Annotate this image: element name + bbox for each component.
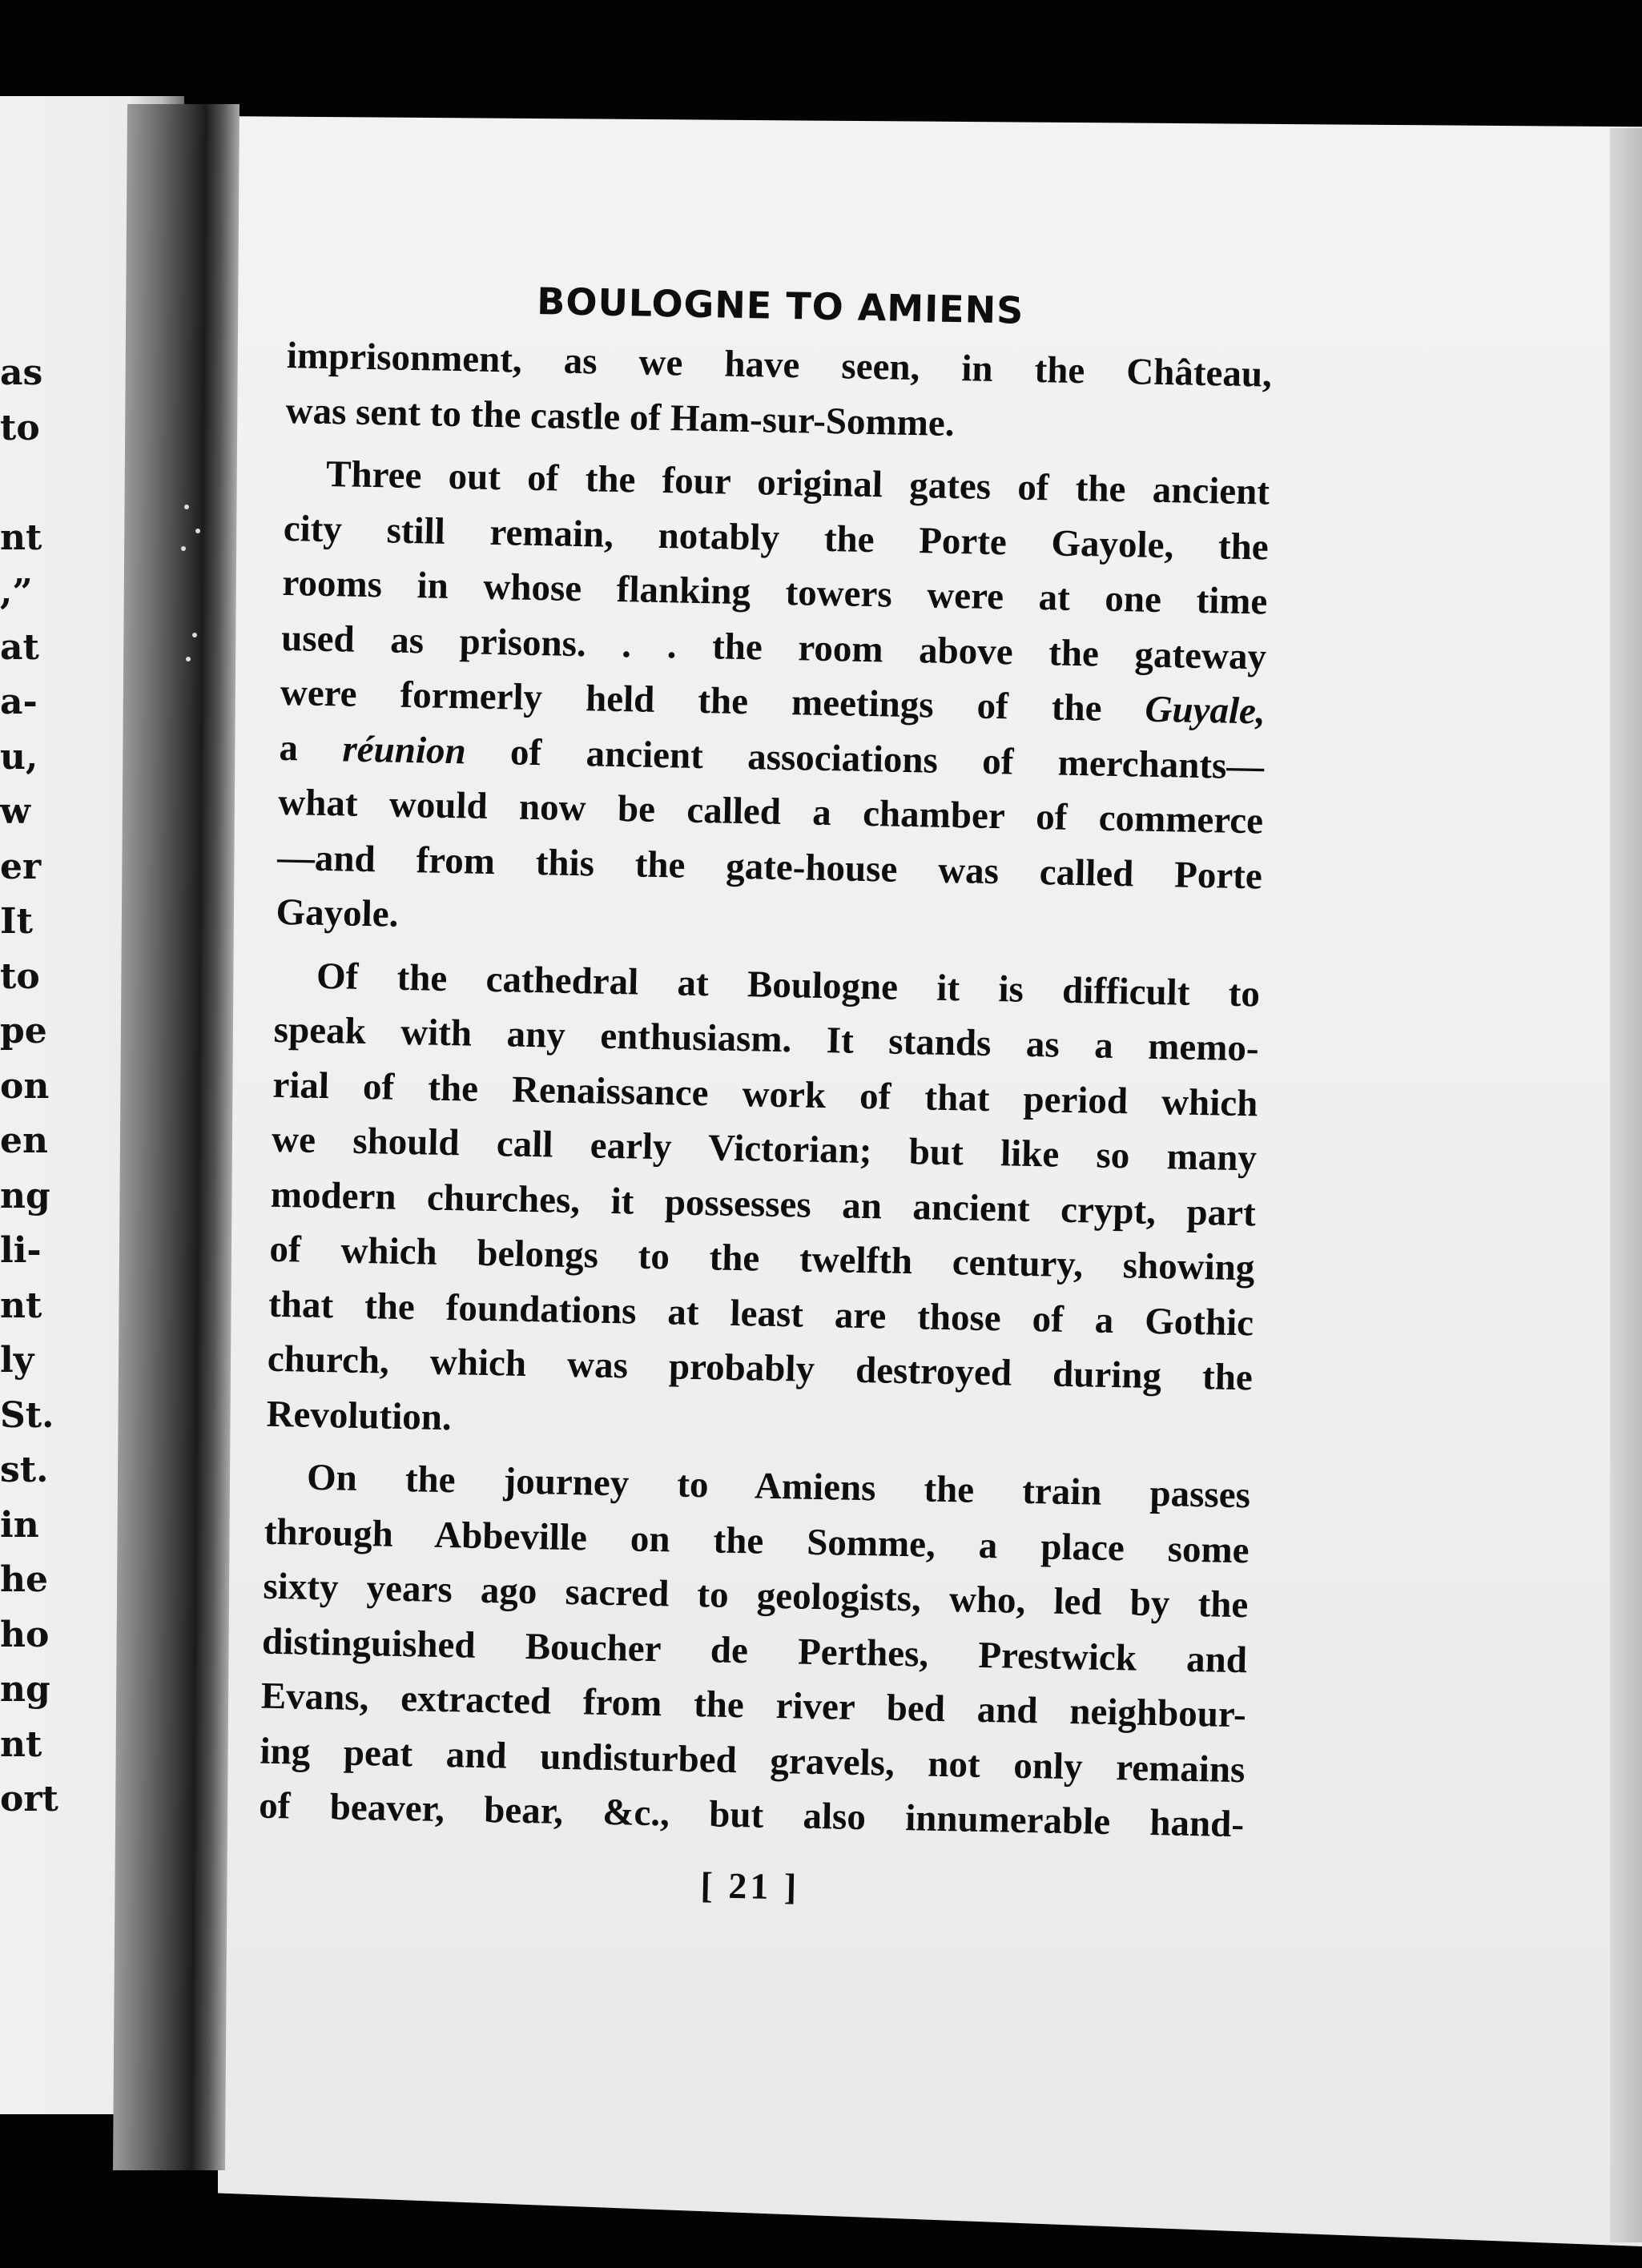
left-page-line-fragments	[0, 346, 58, 1828]
speck	[181, 546, 186, 551]
text-line: we should call early Victorian; but like so many	[271, 1118, 1258, 1180]
text-line: of beaver, bear, &c., but also innumerable hand-	[258, 1784, 1245, 1846]
left-fragment: ng	[0, 1175, 50, 1216]
left-fragment: as	[0, 352, 43, 393]
text-line: imprisonment, as we have seen, in the Château,	[286, 334, 1273, 396]
left-fragment: on	[0, 1065, 50, 1107]
book-gutter-shadow	[113, 104, 239, 2170]
text-line: On the journey to Amiens the train passes	[306, 1456, 1251, 1517]
left-fragment: st.	[0, 1450, 49, 1490]
left-fragment: en	[0, 1120, 48, 1161]
italic-term: réunion	[342, 727, 467, 772]
text-line: rooms in whose flanking towers were at one time	[282, 561, 1268, 623]
text-line: through Abbeville on the Somme, a place some	[264, 1510, 1250, 1571]
text-line: Revolution.	[266, 1393, 453, 1438]
left-fragment: It	[0, 901, 33, 942]
text-line: used as prisons. . . the room above the gateway	[280, 617, 1267, 678]
text-run: of ancient associations of merchants—	[509, 730, 1265, 787]
left-fragment: a-	[0, 682, 38, 722]
speck	[186, 657, 191, 662]
text-line: modern churches, it possesses an ancient crypt, part	[270, 1173, 1257, 1234]
left-fragment: to	[0, 955, 40, 997]
text-line: speak with any enthusiasm. It stands as a memo-	[273, 1008, 1260, 1070]
page-number: [ 21 ]	[700, 1864, 800, 1908]
paragraph	[276, 446, 1270, 959]
page-text-block	[257, 272, 1274, 1923]
left-fragment: ly	[0, 1340, 34, 1381]
left-fragment: St.	[0, 1394, 54, 1436]
left-fragment: at	[0, 626, 39, 668]
left-fragment: pe	[0, 1011, 47, 1052]
text-run: a	[279, 726, 299, 769]
left-fragment: ort	[0, 1779, 58, 1820]
italic-term: Guyale,	[1145, 688, 1266, 733]
left-fragment: nt	[0, 1723, 42, 1765]
text-line: was sent to the castle of Ham-sur-Somme.	[285, 389, 956, 444]
speck	[195, 529, 200, 533]
text-line: of which belongs to the twelfth century, showing	[269, 1228, 1255, 1289]
speck	[192, 633, 197, 637]
text-line: —and from this the gate-house was called Porte	[276, 836, 1263, 897]
left-fragment: ho	[0, 1614, 50, 1655]
left-fragment: nt	[0, 517, 42, 558]
running-head: BOULOGNE TO AMIENS	[536, 279, 1024, 332]
dust-specks	[178, 497, 210, 705]
left-fragment: ng	[0, 1669, 50, 1710]
text-run: were formerly held the meetings of the	[280, 671, 1103, 730]
text-line: Of the cathedral at Boulogne it is difficult to	[316, 955, 1261, 1015]
text-line: that the foundations at least are those of a Gothic	[268, 1283, 1254, 1344]
text-line: Gayole.	[276, 891, 399, 935]
text-line: church, which was probably destroyed during the	[267, 1337, 1254, 1399]
page-edge	[1610, 128, 1642, 2242]
paragraph	[285, 328, 1272, 457]
text-line: city still remain, notably the Porte Gayole, the	[283, 507, 1270, 569]
speck	[184, 505, 189, 509]
left-fragment: nt	[0, 1285, 42, 1326]
text-line: rial of the Renaissance work of that period which	[272, 1064, 1258, 1124]
left-fragment: er	[0, 846, 42, 887]
left-fragment: w	[0, 791, 30, 832]
left-fragment: li-	[0, 1230, 42, 1271]
left-fragment: in	[0, 1504, 39, 1546]
left-fragment: ,”	[0, 572, 33, 613]
text-line: distinguished Boucher de Perthes, Prestwick and	[261, 1620, 1248, 1681]
paragraph	[259, 1450, 1251, 1852]
text-line: Evans, extracted from the river bed and neighbour-	[260, 1675, 1247, 1736]
paragraph	[266, 947, 1261, 1460]
left-fragment	[0, 456, 48, 511]
text-line: ing peat and undisturbed gravels, not only remains	[260, 1730, 1246, 1791]
left-fragment: u,	[0, 736, 38, 778]
text-line: Three out of the four original gates of the ancient	[325, 452, 1270, 513]
left-fragment: to	[0, 407, 40, 448]
text-line: what would now be called a chamber of commerce	[277, 781, 1264, 842]
text-line: sixty years ago sacred to geologists, who, led by the	[262, 1565, 1249, 1627]
left-fragment: he	[0, 1559, 48, 1600]
